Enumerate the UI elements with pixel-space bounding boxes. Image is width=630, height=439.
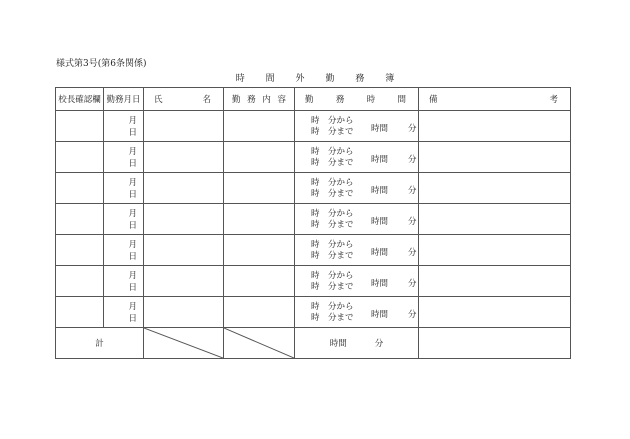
title-char: 務 — [355, 74, 365, 84]
time-from: 時 分から — [311, 147, 354, 157]
name-cell[interactable] — [144, 111, 224, 142]
remarks-cell[interactable] — [419, 173, 571, 204]
time-to: 時 分まで — [311, 158, 354, 168]
approval-cell[interactable] — [56, 111, 104, 142]
total-remarks-cell[interactable] — [419, 328, 571, 359]
time-from: 時 分から — [311, 116, 354, 126]
approval-cell[interactable] — [56, 204, 104, 235]
time-from: 時 分から — [311, 302, 354, 312]
minutes-unit: 分 — [408, 310, 417, 320]
minutes-unit: 分 — [408, 217, 417, 227]
total-row — [56, 328, 571, 359]
name-cell[interactable] — [144, 266, 224, 297]
hours-unit: 時間 — [371, 155, 389, 165]
table-row — [56, 142, 571, 173]
date-cell[interactable]: 月日 — [104, 235, 144, 266]
hours-cell[interactable] — [295, 235, 419, 266]
name-cell[interactable] — [144, 204, 224, 235]
total-label: 計 — [56, 328, 144, 359]
title-char: 間 — [265, 74, 275, 84]
name-cell[interactable] — [144, 142, 224, 173]
form-number-label: 様式第3号(第6条関係) — [56, 59, 147, 69]
hours-cell[interactable] — [295, 173, 419, 204]
approval-cell[interactable] — [56, 173, 104, 204]
table-row — [56, 204, 571, 235]
hours-unit: 時間 — [371, 217, 389, 227]
content-cell[interactable] — [224, 204, 295, 235]
title-char: 簿 — [385, 74, 395, 84]
diagonal-cell — [224, 328, 295, 359]
remarks-cell[interactable] — [419, 142, 571, 173]
name-cell[interactable] — [144, 297, 224, 328]
hours-cell[interactable] — [295, 111, 419, 142]
total-hours-cell[interactable]: 時間 分 — [295, 328, 419, 359]
minutes-unit: 分 — [408, 248, 417, 258]
minutes-unit: 分 — [408, 124, 417, 134]
table-row — [56, 266, 571, 297]
approval-cell[interactable] — [56, 142, 104, 173]
diagonal-cell — [144, 328, 224, 359]
document-title — [0, 71, 630, 84]
content-cell[interactable] — [224, 173, 295, 204]
header-row — [56, 88, 571, 111]
hours-unit: 時間 — [371, 186, 389, 196]
table-row — [56, 235, 571, 266]
minutes-unit: 分 — [408, 279, 417, 289]
remarks-cell[interactable] — [419, 111, 571, 142]
header-content: 勤 務 内 容 — [224, 88, 295, 111]
date-cell[interactable]: 月日 — [104, 173, 144, 204]
header-name: 氏 名 — [144, 88, 224, 111]
name-cell[interactable] — [144, 235, 224, 266]
hours-cell[interactable] — [295, 204, 419, 235]
time-from: 時 分から — [311, 240, 354, 250]
remarks-cell[interactable] — [419, 266, 571, 297]
time-to: 時 分まで — [311, 189, 354, 199]
table-row — [56, 173, 571, 204]
remarks-cell[interactable] — [419, 297, 571, 328]
date-cell[interactable]: 月日 — [104, 142, 144, 173]
time-from: 時 分から — [311, 178, 354, 188]
date-cell[interactable]: 月日 — [104, 111, 144, 142]
title-char: 勤 — [325, 74, 335, 84]
header-date: 勤務月日 — [104, 88, 144, 111]
minutes-unit: 分 — [408, 186, 417, 196]
time-to: 時 分まで — [311, 313, 354, 323]
content-cell[interactable] — [224, 111, 295, 142]
content-cell[interactable] — [224, 297, 295, 328]
remarks-cell[interactable] — [419, 235, 571, 266]
header-hours: 勤 務 時 間 — [295, 88, 419, 111]
header-approval: 校長確認欄 — [56, 88, 104, 111]
title-char: 外 — [295, 74, 305, 84]
time-to: 時 分まで — [311, 282, 354, 292]
hours-cell[interactable] — [295, 266, 419, 297]
content-cell[interactable] — [224, 142, 295, 173]
hours-unit: 時間 — [371, 279, 389, 289]
date-cell[interactable]: 月日 — [104, 266, 144, 297]
date-cell[interactable]: 月日 — [104, 204, 144, 235]
table-body — [56, 111, 571, 328]
name-cell[interactable] — [144, 173, 224, 204]
title-char: 時 — [235, 74, 245, 84]
time-to: 時 分まで — [311, 251, 354, 261]
hours-unit: 時間 — [371, 310, 389, 320]
table-row — [56, 297, 571, 328]
minutes-unit: 分 — [408, 155, 417, 165]
approval-cell[interactable] — [56, 297, 104, 328]
table-row — [56, 111, 571, 142]
time-to: 時 分まで — [311, 127, 354, 137]
date-cell[interactable]: 月日 — [104, 297, 144, 328]
hours-unit: 時間 — [371, 124, 389, 134]
remarks-cell[interactable] — [419, 204, 571, 235]
time-from: 時 分から — [311, 209, 354, 219]
approval-cell[interactable] — [56, 266, 104, 297]
header-remarks: 備 考 — [419, 88, 571, 111]
time-from: 時 分から — [311, 271, 354, 281]
time-to: 時 分まで — [311, 220, 354, 230]
approval-cell[interactable] — [56, 235, 104, 266]
overtime-log-table — [55, 87, 571, 359]
hours-cell[interactable] — [295, 297, 419, 328]
content-cell[interactable] — [224, 266, 295, 297]
hours-unit: 時間 — [371, 248, 389, 258]
hours-cell[interactable] — [295, 142, 419, 173]
content-cell[interactable] — [224, 235, 295, 266]
